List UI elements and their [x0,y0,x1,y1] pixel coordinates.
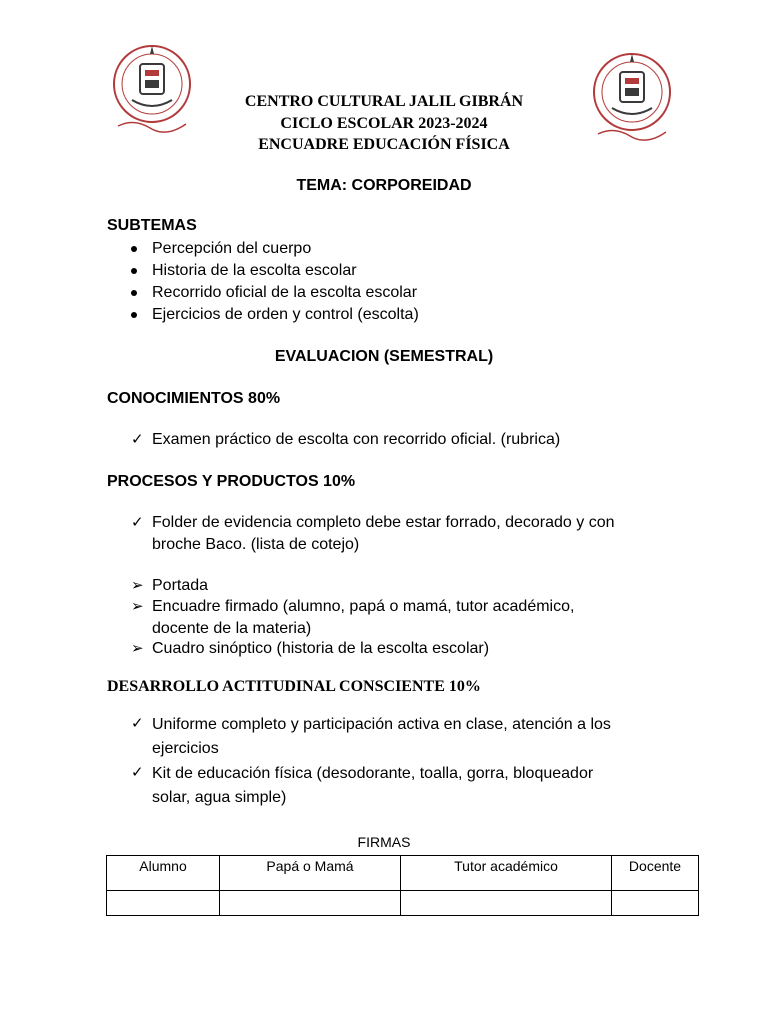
bullet-icon [131,268,137,274]
signature-column-padre: Papá o Mamá [220,856,401,891]
checkmark-icon: ✓ [131,514,144,531]
item-line: Folder de evidencia completo debe estar forrado, decorado y con [152,514,615,531]
subtema-item: Historia de la escolta escolar [152,262,357,279]
checkmark-icon: ✓ [131,764,144,781]
subtema-item: Recorrido oficial de la escolta escolar [152,284,418,301]
item-line: broche Baco. (lista de cotejo) [152,536,360,553]
procesos-arrow-item: Portada [152,577,209,594]
subtemas-heading: SUBTEMAS [107,217,197,234]
procesos-arrow-item [152,596,672,640]
actitudinal-item [152,713,672,761]
item-line: ejercicios [152,740,219,757]
signature-column-alumno: Alumno [107,856,220,891]
subtema-item: Ejercicios de orden y control (escolta) [152,306,419,323]
procesos-arrow-item: Cuadro sinóptico (historia de la escolta escolar) [152,640,490,657]
conocimientos-heading: CONOCIMIENTOS 80% [107,390,281,407]
item-line: Uniforme completo y participación activa en clase, atención a los [152,716,611,733]
signature-cell[interactable] [107,891,220,916]
signature-cell[interactable] [220,891,401,916]
firmas-heading: FIRMAS [357,834,411,850]
subtema-item: Percepción del cuerpo [152,240,312,257]
document-subject: ENCUADRE EDUCACIÓN FÍSICA [258,136,510,153]
procesos-heading: PROCESOS Y PRODUCTOS 10% [107,473,356,490]
checkmark-icon: ✓ [131,715,144,732]
checkmark-icon: ✓ [131,431,144,448]
signature-blank-row [107,891,699,916]
school-cycle: CICLO ESCOLAR 2023-2024 [280,115,488,132]
arrow-bullet-icon: ➢ [131,598,144,615]
arrow-bullet-icon: ➢ [131,577,144,594]
actitudinal-heading: DESARROLLO ACTITUDINAL CONSCIENTE 10% [107,678,481,695]
tema-heading: TEMA: CORPOREIDAD [296,177,472,194]
item-line: Kit de educación física (desodorante, toalla, gorra, bloqueador [152,765,594,782]
bullet-icon [131,312,137,318]
school-name: CENTRO CULTURAL JALIL GIBRÁN [244,93,524,110]
signature-cell[interactable] [612,891,699,916]
procesos-check-item [152,512,672,556]
conocimientos-item: Examen práctico de escolta con recorrido oficial. (rubrica) [152,431,561,448]
item-line: docente de la materia) [152,620,312,637]
evaluacion-heading: EVALUACION (SEMESTRAL) [274,348,494,365]
signature-cell[interactable] [401,891,612,916]
signature-column-tutor: Tutor académico [401,856,612,891]
item-line: solar, agua simple) [152,789,287,806]
bullet-icon [131,246,137,252]
signature-table [106,855,699,916]
actitudinal-item [152,762,672,810]
arrow-bullet-icon: ➢ [131,640,144,657]
signature-column-docente: Docente [612,856,699,891]
bullet-icon [131,290,137,296]
item-line: Encuadre firmado (alumno, papá o mamá, tutor académico, [152,598,575,615]
signature-header-row [107,856,699,891]
